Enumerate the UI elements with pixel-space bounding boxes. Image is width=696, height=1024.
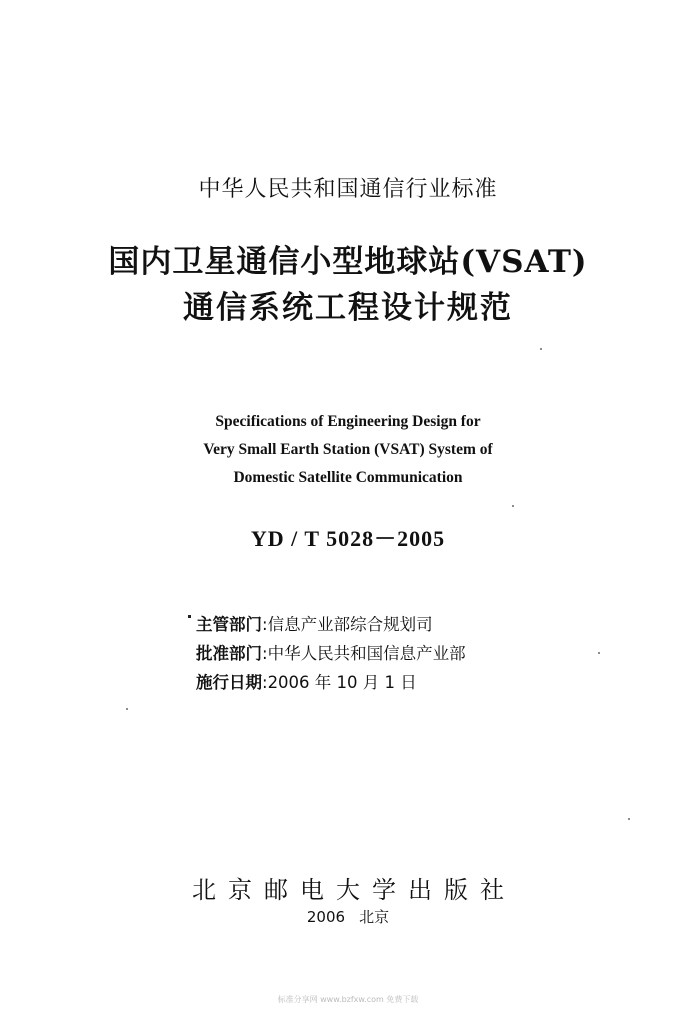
meta-separator: : xyxy=(262,615,268,634)
scan-speck xyxy=(512,505,514,507)
publisher-name: 北京邮电大学出版社 xyxy=(192,876,516,904)
scan-speck xyxy=(598,652,600,654)
meta-separator: : xyxy=(262,673,268,692)
zh-title-line-1: 国内卫星通信小型地球站(VSAT) xyxy=(108,244,588,280)
meta-row-approval xyxy=(196,639,556,668)
meta-value: 中华人民共和国信息产业部 xyxy=(267,644,466,663)
publication-year-city xyxy=(0,906,696,927)
meta-label: 施行日期 xyxy=(196,673,262,692)
standard-number: YD / T 5028－2005 xyxy=(250,526,446,551)
scan-mark xyxy=(188,615,191,618)
meta-label: 批准部门 xyxy=(196,644,262,663)
zh-title-line-2: 通信系统工程设计规范 xyxy=(183,290,513,326)
meta-label: 主管部门 xyxy=(196,615,262,634)
en-title-line-3: Domestic Satellite Communication xyxy=(233,469,463,486)
en-title-line-1: Specifications of Engineering Design for xyxy=(215,413,481,430)
meta-row-effective-date xyxy=(196,668,556,697)
meta-value: 2006 年 10 月 1 日 xyxy=(267,673,417,692)
watermark: 标准分享网 www.bzfxw.com 免费下载 xyxy=(277,995,419,1004)
en-title-line-2: Very Small Earth Station (VSAT) System of xyxy=(203,441,493,458)
scan-speck xyxy=(126,708,128,710)
scan-speck xyxy=(540,348,542,350)
scan-speck xyxy=(628,818,630,820)
meta-row-authority xyxy=(196,610,556,639)
industry-standard-heading: 中华人民共和国通信行业标准 xyxy=(198,177,498,202)
meta-separator: : xyxy=(262,644,268,663)
publication-year: 2006 xyxy=(306,908,346,926)
meta-block xyxy=(196,610,556,697)
meta-value: 信息产业部综合规划司 xyxy=(267,615,433,634)
publication-city: 北京 xyxy=(359,908,390,926)
